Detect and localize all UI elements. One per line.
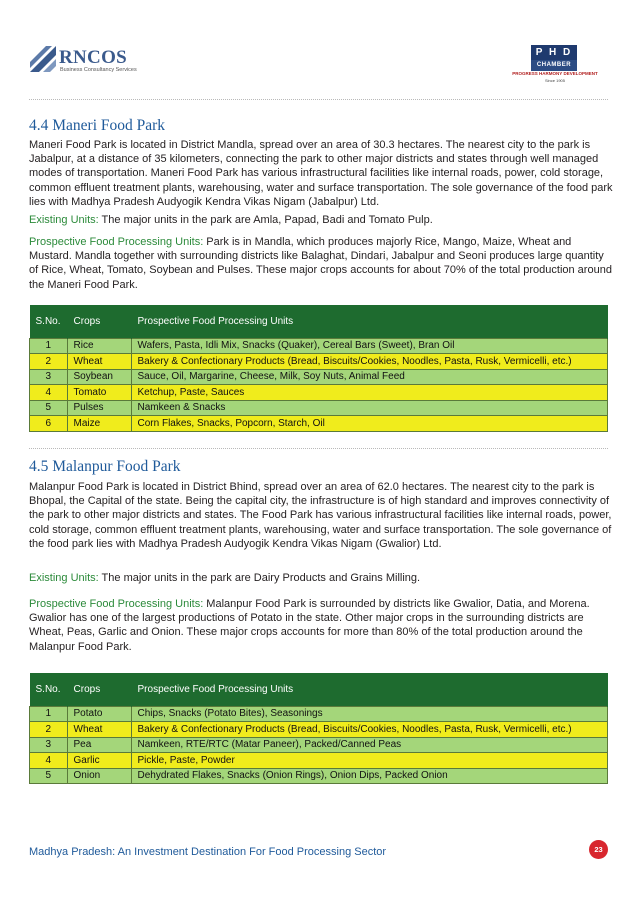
cell-crop: Pulses [67,400,131,416]
table-row [30,416,608,432]
table-header-row [30,305,608,338]
section-heading-maneri: 4.4 Maneri Food Park [29,117,166,134]
cell-sno: 3 [30,737,68,753]
cell-units: Dehydrated Flakes, Snacks (Onion Rings), Onion Dips, Packed Onion [131,768,607,784]
prospective-units-text: Malanpur Food Park is surrounded by districts like Gwalior, Datia, and Morena. Gwalior has one of the largest productions of Potato in the state. Other major crops in the surrounding districts are Wheat, Peas, Garlic and Onion. These major crops accounts for more than 80% of the total production around the Malanpur Food Park. [29,598,590,653]
cell-sno: 1 [30,706,68,722]
header-sno: S.No. [30,305,68,338]
cell-crop: Onion [67,768,131,784]
table-row [30,722,608,738]
cell-crop: Garlic [67,753,131,769]
cell-sno: 2 [30,722,68,738]
phd-logo-slogan: PROGRESS HARMONY DEVELOPMENT [512,71,598,76]
malanpur-units-table [29,673,608,784]
cell-crop: Potato [67,706,131,722]
cell-crop: Maize [67,416,131,432]
phd-logo-box [531,45,577,71]
maneri-units-table [29,305,608,432]
cell-crop: Wheat [67,722,131,738]
cell-sno: 5 [30,768,68,784]
table-row [30,706,608,722]
cell-units: Corn Flakes, Snacks, Popcorn, Starch, Oil [131,416,607,432]
phd-logo-since: Since 1905 [544,78,565,83]
table-row [30,369,608,385]
prospective-units-label: Prospective Food Processing Units: [29,236,204,248]
maneri-intro: Maneri Food Park is located in District Mandla, spread over an area of 30.3 hectares. The nearest city to the park is Jabalpur, at a distance of 35 kilometers, connecting the park to other major districts and states through well managed modes of transportation. Maneri Food Park has various infrastructural facilities like internal roads, power, cold storage, common effluent treatment plants, warehousing, water and surface transportation. The sole governance of the food park lies with Madhya Pradesh Audyogik Kendra Vikas Nigam (Jabalpur) Ltd. [29,139,613,208]
footer-title: Madhya Pradesh: An Investment Destination For Food Processing Sector [29,846,387,858]
malanpur-intro: Malanpur Food Park is located in District Bhind, spread over an area of 62.0 hectares. The nearest city to the park is Bhopal, the Capital of the state. Being the capital city, the infrastructure is of high standard and improves connectivity of the park to other major districts and states. The Food Park has various infrastructural facilities like internal roads, power, cold storage, common effluent treatment plants, warehousing, water and surface transportation. The sole governance of the food park lies with Madhya Pradesh Audyogik Kendra Vikas Nigam (Gwalior) Ltd. [29,481,612,550]
phd-chamber-logo [510,45,600,87]
table-row [30,385,608,401]
cell-crop: Soybean [67,369,131,385]
page-number-badge: 23 [589,840,608,859]
cell-sno: 3 [30,369,68,385]
existing-units-label: Existing Units: [29,214,99,226]
cell-units: Namkeen, RTE/RTC (Matar Paneer), Packed/Canned Peas [131,737,607,753]
header-sno: S.No. [30,673,68,706]
section-heading-malanpur: 4.5 Malanpur Food Park [29,458,181,475]
rncos-logo-mark-icon [30,46,56,72]
cell-units: Sauce, Oil, Margarine, Cheese, Milk, Soy Nuts, Animal Feed [131,369,607,385]
cell-units: Bakery & Confectionary Products (Bread, Biscuits/Cookies, Noodles, Pasta, Rusk, Vermicelli, etc.) [131,722,607,738]
table-row [30,737,608,753]
maneri-existing-units [29,213,613,227]
rncos-logo [30,46,160,78]
cell-sno: 5 [30,400,68,416]
prospective-units-label: Prospective Food Processing Units: [29,598,204,610]
cell-units: Bakery & Confectionary Products (Bread, Biscuits/Cookies, Noodles, Pasta, Rusk, Vermicelli, etc.) [131,354,607,370]
header-crops: Crops [67,305,131,338]
cell-units: Namkeen & Snacks [131,400,607,416]
cell-units: Ketchup, Paste, Sauces [131,385,607,401]
cell-sno: 1 [30,338,68,354]
cell-units: Pickle, Paste, Powder [131,753,607,769]
section-rule [29,448,608,449]
table-row [30,338,608,354]
header-units: Prospective Food Processing Units [131,673,607,706]
table-row [30,400,608,416]
rncos-logo-tagline: Business Consultancy Services [60,67,137,73]
cell-sno: 4 [30,385,68,401]
header-crops: Crops [67,673,131,706]
phd-logo-top: P H D [531,45,577,60]
header-rule [29,99,608,100]
cell-crop: Rice [67,338,131,354]
table-row [30,768,608,784]
existing-units-text: The major units in the park are Dairy Products and Grains Milling. [98,572,421,584]
rncos-logo-name: RNCOS [59,47,128,68]
malanpur-prospective-units [29,597,613,654]
header-units: Prospective Food Processing Units [131,305,607,338]
cell-units: Wafers, Pasta, Idli Mix, Snacks (Quaker), Cereal Bars (Sweet), Bran Oil [131,338,607,354]
table-row [30,753,608,769]
phd-logo-bottom: CHAMBER [531,60,577,71]
cell-sno: 4 [30,753,68,769]
maneri-prospective-units [29,235,613,292]
cell-sno: 6 [30,416,68,432]
existing-units-label: Existing Units: [29,572,99,584]
prospective-units-text: Park is in Mandla, which produces majorly Rice, Mango, Maize, Wheat and Mustard. Mandla together with surrounding districts like Balaghat, Dindari, Jabalpur and Seoni produces large quantity of Rice, Wheat, Tomato, Soybean and Pulses. These major crops accounts for about 70% of the total production around the Maneri Food Park. [29,236,612,291]
cell-sno: 2 [30,354,68,370]
existing-units-text: The major units in the park are Amla, Papad, Badi and Tomato Pulp. [98,214,433,226]
malanpur-existing-units [29,571,613,585]
cell-crop: Pea [67,737,131,753]
cell-units: Chips, Snacks (Potato Bites), Seasonings [131,706,607,722]
table-row [30,354,608,370]
table-header-row [30,673,608,706]
cell-crop: Wheat [67,354,131,370]
cell-crop: Tomato [67,385,131,401]
